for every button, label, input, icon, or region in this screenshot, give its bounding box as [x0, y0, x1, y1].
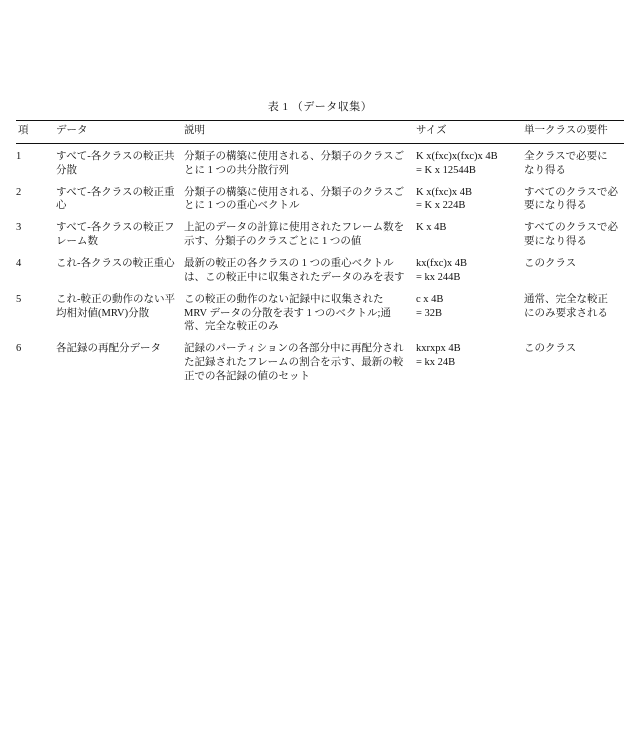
- cell-data: すべて-各クラスの較正共分散: [56, 150, 175, 176]
- cell-description: 分類子の構築に使用される、分類子のクラスごとに 1 つの共分散行列: [184, 150, 405, 176]
- cell-description: この較正の動作のない記録中に収集された MRV データの分散を表す 1 つのベクトル;通常、完全な較正のみ: [184, 293, 391, 333]
- cell-size: c x 4B = 32B: [416, 293, 444, 319]
- cell-requirement: 通常、完全な較正にのみ要求される: [524, 293, 608, 319]
- header-item: 項: [16, 121, 54, 144]
- cell-size: K x 4B: [416, 222, 447, 234]
- table-row: [16, 146, 624, 182]
- cell-size: kx(fxc)x 4B = kx 244B: [416, 258, 468, 283]
- cell-requirement: すべてのクラスで必要になり得る: [524, 222, 618, 248]
- cell-description: 上記のデータの計算に使用されたフレーム数を示す、分類子のクラスごとに 1 つの値: [184, 222, 405, 248]
- table-row: [16, 289, 624, 339]
- cell-data: これ-各クラスの較正重心: [56, 258, 175, 270]
- table-body: [16, 143, 624, 388]
- cell-size: K x(fxc)x 4B = K x 224B: [416, 186, 472, 212]
- cell-item: 3: [16, 222, 22, 234]
- cell-size: kxrxpx 4B = kx 24B: [416, 343, 461, 369]
- table-header-row: [16, 121, 624, 144]
- cell-item: 2: [16, 186, 22, 198]
- cell-description: 記録のパーティションの各部分中に再配分された記録されたフレームの割合を示す、最新の較正での各記録の値のセット: [184, 343, 404, 383]
- table-row: [16, 217, 624, 253]
- cell-data: すべて-各クラスの較正重心: [56, 186, 175, 212]
- cell-requirement: すべてのクラスで必要になり得る: [524, 186, 618, 212]
- header-requirement: 単一クラスの要件: [522, 121, 624, 144]
- table-caption: 表 1 （データ収集）: [267, 101, 373, 113]
- table-header: [16, 121, 624, 144]
- table-row: [16, 338, 624, 388]
- header-size: サイズ: [414, 121, 522, 144]
- header-description: 説明: [182, 121, 414, 144]
- cell-data: すべて-各クラスの較正フレーム数: [56, 222, 175, 248]
- cell-item: 6: [16, 343, 22, 355]
- cell-requirement: 全クラスで必要になり得る: [524, 150, 608, 176]
- table-row: [16, 253, 624, 289]
- cell-item: 1: [16, 150, 22, 162]
- cell-requirement: このクラス: [524, 343, 577, 355]
- cell-item: 4: [16, 258, 22, 270]
- header-data: データ: [54, 121, 182, 144]
- cell-description: 最新の較正の各クラスの 1 つの重心ベクトルは、この較正中に収集されたデータのみを表す: [184, 258, 405, 283]
- document-page: [0, 98, 640, 738]
- cell-requirement: このクラス: [524, 258, 577, 270]
- cell-data: これ-較正の動作のない平均相対値(MRV)分散: [56, 293, 175, 319]
- cell-description: 分類子の構築に使用される、分類子のクラスごとに 1 つの重心ベクトル: [184, 186, 405, 212]
- table-row: [16, 182, 624, 218]
- cell-data: 各記録の再配分データ: [56, 343, 161, 355]
- cell-size: K x(fxc)x(fxc)x 4B = K x 12544B: [416, 150, 498, 176]
- cell-item: 5: [16, 293, 22, 305]
- data-table: [16, 120, 624, 388]
